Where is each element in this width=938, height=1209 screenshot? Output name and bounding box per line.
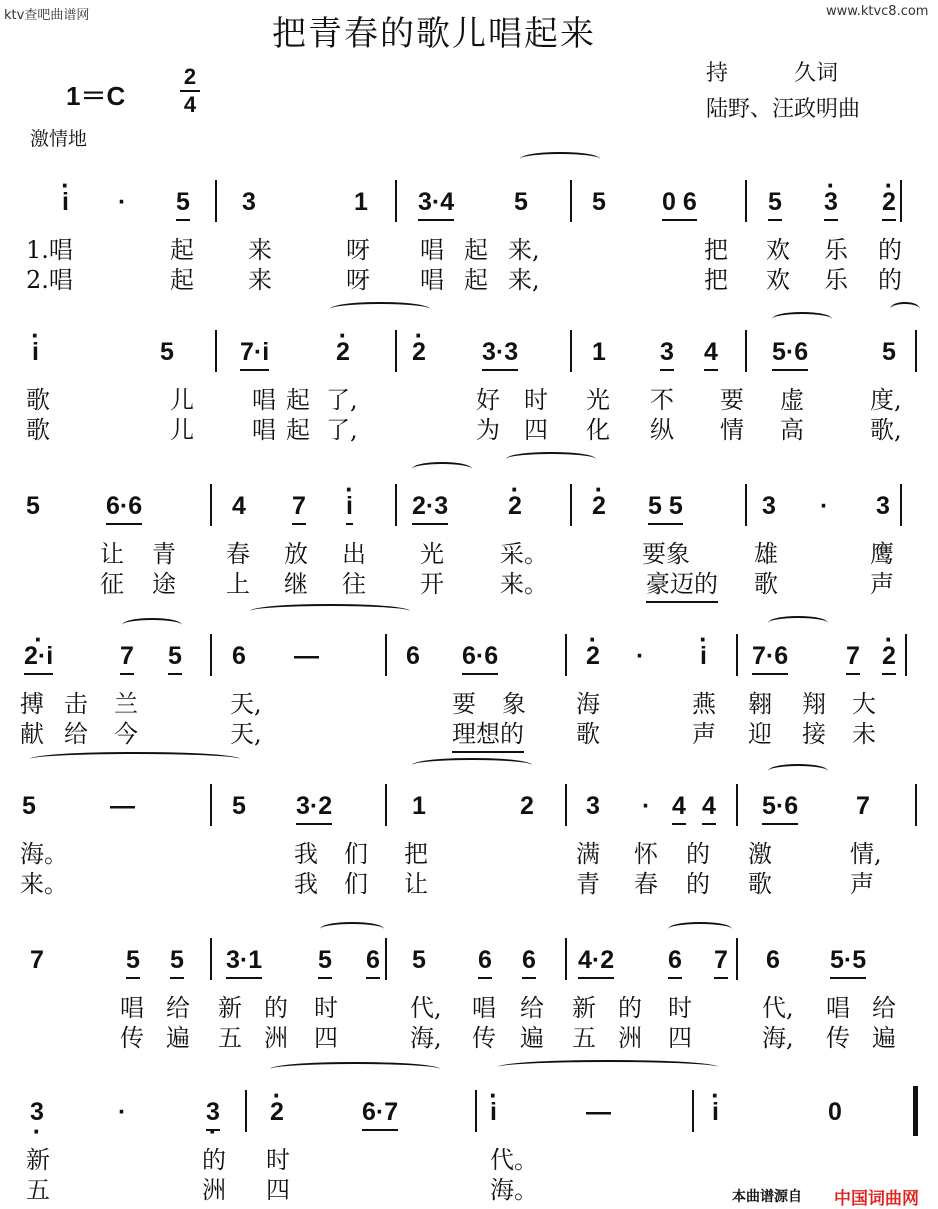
lyric-syllable: 时 (266, 1146, 290, 1174)
lyric-syllable: 起 (286, 386, 310, 414)
lyric-syllable: 情, (850, 840, 882, 868)
lyric-syllable: 献 (20, 720, 44, 748)
lyric-syllable: 满 (576, 840, 600, 868)
note: 6·7 (362, 1098, 398, 1131)
barline (915, 784, 917, 826)
lyric-syllable: 唱 (472, 994, 496, 1022)
lyric-syllable: 起 (464, 236, 488, 264)
lyric-syllable: 代。 (490, 1146, 538, 1174)
barline (570, 484, 572, 526)
note: 5 (168, 642, 182, 675)
lyric-syllable: 翱 (748, 690, 772, 718)
lyric-syllable: 歌 (26, 416, 50, 444)
lyric-syllable: 起 (464, 266, 488, 294)
note: 2·3 (412, 492, 448, 525)
slur (270, 1062, 440, 1076)
lyric-syllable: 青 (152, 540, 176, 568)
note: 5 (232, 792, 246, 820)
lyric-syllable: 给 (872, 994, 896, 1022)
lyric-syllable: 往 (342, 570, 366, 598)
lyric-syllable: 歌, (870, 416, 902, 444)
note: 4 (232, 492, 246, 520)
lyric-syllable: 来, (508, 266, 540, 294)
note: 0 6 (662, 188, 697, 221)
lyric-syllable: 洲 (202, 1176, 226, 1204)
lyric-syllable: 们 (344, 840, 368, 868)
lyric-syllable: 传 (472, 1024, 496, 1052)
barline (565, 938, 567, 980)
note: 6 (766, 946, 780, 974)
lyric-syllable: 把 (704, 266, 728, 294)
lyric-syllable: 兰 (114, 690, 138, 718)
lyric-syllable: 唱 (420, 236, 444, 264)
slur (30, 752, 240, 766)
lyric-syllable: 要 (720, 386, 744, 414)
note: 3 (242, 188, 256, 216)
lyric-syllable: 新 (572, 994, 596, 1022)
footer-site-link[interactable]: 中国词曲网 (834, 1189, 919, 1209)
lyric-syllable: 五 (218, 1024, 242, 1052)
note: 4 (704, 338, 718, 371)
lyric-syllable: 开 (420, 570, 444, 598)
lyric-syllable: 起 (170, 236, 194, 264)
note: · 2 (592, 492, 606, 521)
note: — (294, 642, 319, 670)
lyric-syllable: 起 (170, 266, 194, 294)
note: 6 (522, 946, 536, 979)
watermark-left: ktv查吧曲谱网 (4, 8, 90, 23)
lyric-syllable: 洲 (618, 1024, 642, 1052)
lyric-syllable: 传 (120, 1024, 144, 1052)
note: · 2 (882, 642, 896, 675)
barline (385, 938, 387, 980)
note: 5·6 (762, 792, 798, 825)
lyric-syllable: 四 (524, 416, 548, 444)
lyric-syllable: 歌 (576, 720, 600, 748)
note: 6 (668, 946, 682, 979)
lyric-syllable: 天, (230, 720, 262, 748)
barline (210, 634, 212, 676)
note: · i (346, 492, 353, 525)
note: 5 (768, 188, 782, 221)
lyric-syllable: 虚 (780, 386, 804, 414)
lyric-syllable: 唱 (826, 994, 850, 1022)
lyric-syllable: 的 (878, 266, 902, 294)
song-title: 把青春的歌儿唱起来 (272, 14, 596, 54)
note: 5·5 (830, 946, 866, 979)
slur (668, 922, 732, 936)
lyric-syllable: 传 (826, 1024, 850, 1052)
lyric-syllable: 征 (100, 570, 124, 598)
lyric-syllable: 豪迈的 (646, 564, 718, 603)
note: · 2 (336, 338, 350, 367)
note: · i (32, 338, 39, 367)
note: 6 (366, 946, 380, 979)
lyric-syllable: 1.唱 (26, 236, 73, 264)
lyric-syllable: 为 (476, 416, 500, 444)
lyric-syllable: 的 (686, 840, 710, 868)
lyric-syllable: 代, (762, 994, 794, 1022)
note: · 2 (412, 338, 426, 367)
barline (210, 784, 212, 826)
lyric-syllable: 要象 (642, 540, 690, 568)
note: · 2 (882, 188, 896, 221)
note: · 2·i (24, 642, 53, 675)
lyric-syllable: 迎 (748, 720, 772, 748)
note: 5 (126, 946, 140, 979)
lyric-syllable: 唱 (420, 266, 444, 294)
lyric-syllable: 时 (524, 386, 548, 414)
barline (745, 330, 747, 372)
lyric-syllable: 乐 (824, 236, 848, 264)
lyric-syllable: 青 (576, 870, 600, 898)
note: 6 (232, 642, 246, 670)
lyric-syllable: 乐 (824, 266, 848, 294)
lyric-syllable: 理想的 (452, 714, 524, 753)
note: · i (490, 1098, 497, 1127)
lyric-syllable: 给 (520, 994, 544, 1022)
note: 5·6 (772, 338, 808, 371)
note: · 3 (824, 188, 838, 221)
lyric-syllable: 海。 (490, 1176, 538, 1204)
time-signature (180, 66, 200, 116)
barline (900, 484, 902, 526)
note: · 2 (508, 492, 522, 521)
lyric-syllable: 来 (248, 236, 272, 264)
slur (772, 312, 832, 326)
note: 5 (170, 946, 184, 979)
note: 3·4 (418, 188, 454, 221)
barline (215, 330, 217, 372)
barline (245, 1090, 247, 1132)
slur (890, 302, 920, 316)
lyric-syllable: 继 (284, 570, 308, 598)
lyric-syllable: 高 (780, 416, 804, 444)
lyric-syllable: 唱 (120, 994, 144, 1022)
lyric-syllable: 给 (64, 720, 88, 748)
lyric-syllable: 来, (508, 236, 540, 264)
note: 3·3 (482, 338, 518, 371)
note: 3·2 (296, 792, 332, 825)
lyric-syllable: 春 (226, 540, 250, 568)
time-top: 2 (183, 64, 197, 89)
note: 7 (120, 642, 134, 675)
note: · (642, 792, 651, 820)
slur (768, 764, 828, 778)
note: 7·i (240, 338, 269, 371)
lyricist-credit: 持 久词 (706, 61, 839, 86)
note: 3 (762, 492, 776, 520)
lyric-syllable: 不 (650, 386, 674, 414)
time-bottom: 4 (183, 92, 197, 117)
note: 5 (318, 946, 332, 979)
lyric-syllable: 海, (410, 1024, 442, 1052)
lyric-syllable: 雄 (754, 540, 778, 568)
lyric-syllable: 儿 (170, 416, 194, 444)
lyric-syllable: 们 (344, 870, 368, 898)
lyric-syllable: 的 (686, 870, 710, 898)
slur (498, 1060, 718, 1074)
footer-source-label: 本曲谱源自 (732, 1189, 802, 1205)
lyric-syllable: 海。 (20, 840, 68, 868)
note: 1 (412, 792, 426, 820)
lyric-syllable: 度, (870, 386, 902, 414)
lyric-syllable: 把 (704, 236, 728, 264)
barline (900, 180, 902, 222)
lyric-syllable: 声 (870, 570, 894, 598)
lyric-syllable: 声 (850, 870, 874, 898)
lyric-syllable: 燕 (692, 690, 716, 718)
barline (570, 330, 572, 372)
lyric-syllable: 歌 (748, 870, 772, 898)
note: 5 5 (648, 492, 683, 525)
lyric-syllable: 翔 (802, 690, 826, 718)
lyric-syllable: 上 (226, 570, 250, 598)
lyric-syllable: 未 (852, 720, 876, 748)
note: 5 (882, 338, 896, 366)
note: 7 (292, 492, 306, 525)
note: 6 (406, 642, 420, 670)
lyric-syllable: 起 (286, 416, 310, 444)
slur (520, 152, 600, 166)
lyric-syllable: 采。 (500, 540, 548, 568)
note: 4·2 (578, 946, 614, 979)
lyric-syllable: 接 (802, 720, 826, 748)
lyric-syllable: 遍 (166, 1024, 190, 1052)
note: 5 (22, 792, 36, 820)
lyric-syllable: 鹰 (870, 540, 894, 568)
lyric-syllable: 海 (576, 690, 600, 718)
note: 5 (160, 338, 174, 366)
lyric-syllable: 天, (230, 690, 262, 718)
lyric-syllable: 时 (314, 994, 338, 1022)
slur (122, 618, 182, 632)
lyric-syllable: 欢 (766, 266, 790, 294)
tempo-marking: 激情地 (30, 128, 88, 150)
note: 7 (856, 792, 870, 820)
lyric-syllable: 情 (720, 416, 744, 444)
note: · (118, 1098, 127, 1126)
note: 7 (30, 946, 44, 974)
note: 6·6 (106, 492, 142, 525)
lyric-syllable: 让 (100, 540, 124, 568)
barline (736, 938, 738, 980)
lyric-syllable: 好 (476, 386, 500, 414)
lyric-syllable: 声 (692, 720, 716, 748)
slur (250, 604, 410, 618)
lyric-syllable: 的 (618, 994, 642, 1022)
lyric-syllable: 五 (26, 1176, 50, 1204)
barline (395, 330, 397, 372)
note: 5 (412, 946, 426, 974)
note: · i (700, 642, 707, 671)
note: · 2 (586, 642, 600, 671)
barline (745, 484, 747, 526)
lyric-syllable: 的 (202, 1146, 226, 1174)
note: 6·6 (462, 642, 498, 675)
note: 5 (592, 188, 606, 216)
note: 6 (478, 946, 492, 979)
note: 7 (846, 642, 860, 675)
note: 0 (828, 1098, 842, 1126)
lyric-syllable: 四 (266, 1176, 290, 1204)
lyric-syllable: 光 (420, 540, 444, 568)
lyric-syllable: 象 (502, 690, 526, 718)
lyric-syllable: 来。 (500, 570, 548, 598)
note: 5 (26, 492, 40, 520)
lyric-syllable: 的 (264, 994, 288, 1022)
lyric-syllable: 把 (404, 840, 428, 868)
lyric-syllable: 放 (284, 540, 308, 568)
note: 1 (354, 188, 368, 216)
lyric-syllable: 遍 (520, 1024, 544, 1052)
barline (565, 634, 567, 676)
note: 3 · (206, 1098, 220, 1131)
barline (736, 784, 738, 826)
note: 3 (876, 492, 890, 520)
barline (570, 180, 572, 222)
key-signature: 1＝C (66, 81, 126, 111)
slur (412, 462, 472, 476)
lyric-syllable: 新 (26, 1146, 50, 1174)
barline (210, 484, 212, 526)
barline (215, 180, 217, 222)
slur (412, 758, 532, 772)
slur (506, 452, 596, 466)
lyric-syllable: 我 (294, 840, 318, 868)
barline (915, 330, 917, 372)
note: — (110, 792, 135, 820)
lyric-syllable: 我 (294, 870, 318, 898)
lyric-syllable: 化 (586, 416, 610, 444)
lyric-syllable: 纵 (650, 416, 674, 444)
lyric-syllable: 唱 (252, 416, 276, 444)
lyric-syllable: 了, (326, 386, 358, 414)
lyric-syllable: 击 (64, 690, 88, 718)
note: · (820, 492, 829, 520)
barline (692, 1090, 694, 1132)
watermark-right: www.ktvc8.com (826, 4, 929, 19)
barline (745, 180, 747, 222)
note: 3 (586, 792, 600, 820)
lyric-syllable: 出 (342, 540, 366, 568)
lyric-syllable: 光 (586, 386, 610, 414)
lyric-syllable: 大 (852, 690, 876, 718)
lyric-syllable: 四 (314, 1024, 338, 1052)
lyric-syllable: 遍 (872, 1024, 896, 1052)
lyric-syllable: 的 (878, 236, 902, 264)
lyric-syllable: 春 (634, 870, 658, 898)
barline (475, 1090, 477, 1132)
note: 4 (672, 792, 686, 825)
composer-credit: 陆野、汪政明曲 (706, 97, 861, 122)
slur (330, 302, 430, 316)
lyric-syllable: 来 (248, 266, 272, 294)
lyric-syllable: 呀 (346, 236, 370, 264)
note: 4 (702, 792, 716, 825)
note: · i (62, 188, 69, 217)
note: 3 · (30, 1098, 44, 1127)
barline (395, 180, 397, 222)
barline (565, 784, 567, 826)
lyric-syllable: 四 (668, 1024, 692, 1052)
barline (736, 634, 738, 676)
lyric-syllable: 欢 (766, 236, 790, 264)
note: 5 (176, 188, 190, 221)
lyric-syllable: 洲 (264, 1024, 288, 1052)
barline (395, 484, 397, 526)
slur (768, 616, 828, 630)
slur (320, 922, 384, 936)
note: 1 (592, 338, 606, 366)
lyric-syllable: 让 (404, 870, 428, 898)
lyric-syllable: 五 (572, 1024, 596, 1052)
note: — (586, 1098, 611, 1126)
lyric-syllable: 歌 (26, 386, 50, 414)
lyric-syllable: 新 (218, 994, 242, 1022)
lyric-syllable: 了, (326, 416, 358, 444)
lyric-syllable: 儿 (170, 386, 194, 414)
lyric-syllable: 激 (748, 840, 772, 868)
final-barline (913, 1086, 918, 1136)
note: · 2 (270, 1098, 284, 1127)
barline (385, 784, 387, 826)
lyric-syllable: 途 (152, 570, 176, 598)
note: · (636, 642, 645, 670)
note: 7 (714, 946, 728, 979)
note: 5 (514, 188, 528, 216)
lyric-syllable: 怀 (634, 840, 658, 868)
barline (905, 634, 907, 676)
barline (385, 634, 387, 676)
barline (210, 938, 212, 980)
lyric-syllable: 2.唱 (26, 266, 73, 294)
lyric-syllable: 时 (668, 994, 692, 1022)
lyric-syllable: 今 (114, 720, 138, 748)
lyric-syllable: 歌 (754, 570, 778, 598)
lyric-syllable: 呀 (346, 266, 370, 294)
lyric-syllable: 海, (762, 1024, 794, 1052)
lyric-syllable: 搏 (20, 690, 44, 718)
note: · i (712, 1098, 719, 1127)
note: 2 (520, 792, 534, 820)
lyric-syllable: 来。 (20, 870, 68, 898)
note: 3 (660, 338, 674, 371)
note: · (118, 188, 127, 216)
lyric-syllable: 代, (410, 994, 442, 1022)
lyric-syllable: 给 (166, 994, 190, 1022)
lyric-syllable: 唱 (252, 386, 276, 414)
note: 3·1 (226, 946, 262, 979)
lyric-syllable: 要 (452, 690, 476, 718)
note: 7·6 (752, 642, 788, 675)
